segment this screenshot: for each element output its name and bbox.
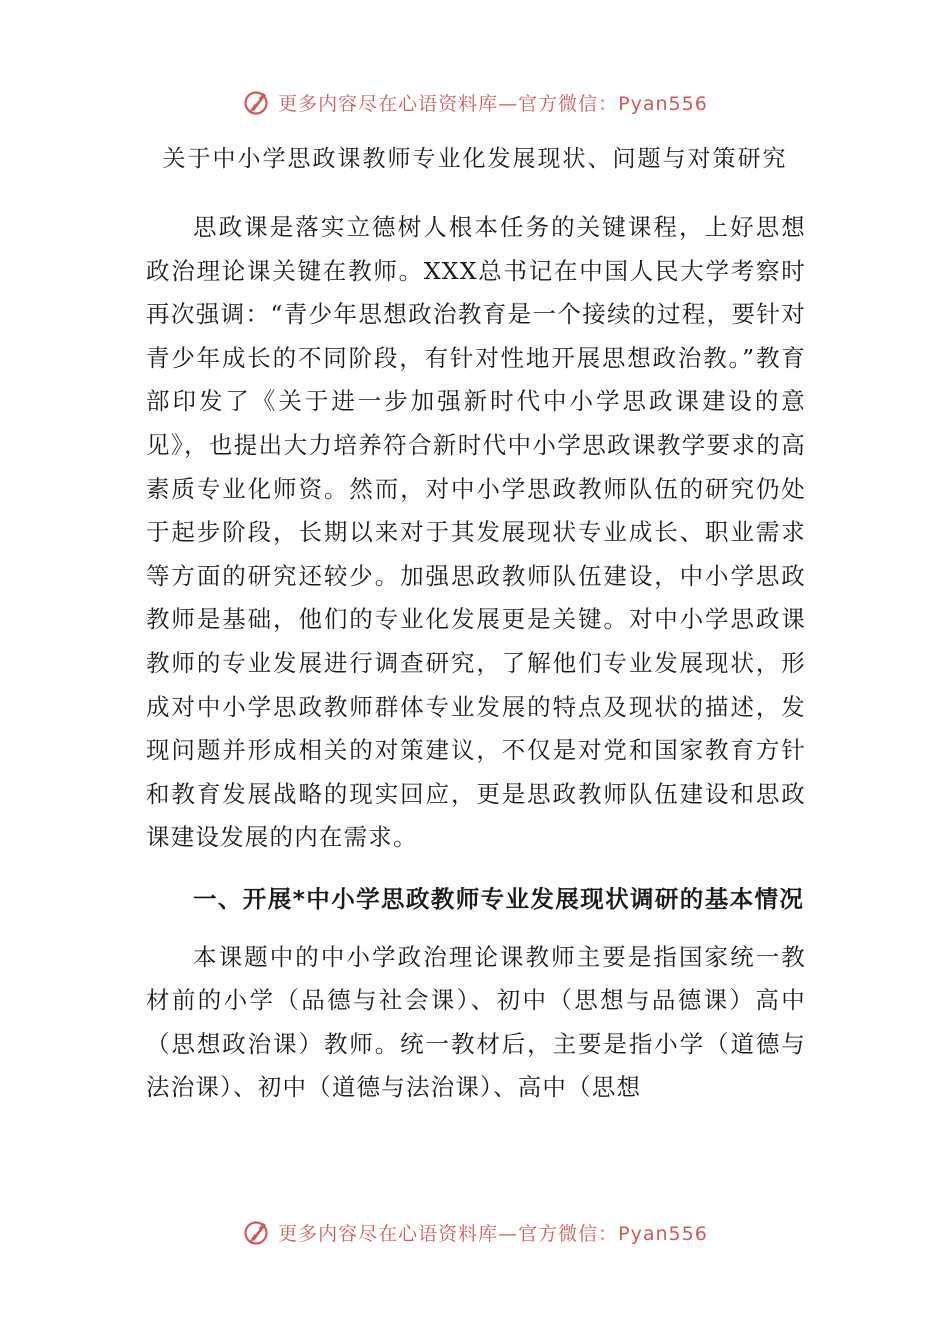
fountain-pen-circle-icon xyxy=(242,1217,272,1247)
document-body xyxy=(146,206,806,1110)
banner-wechat-id: Pyan556 xyxy=(618,1222,708,1245)
fountain-pen-circle-icon xyxy=(242,87,272,117)
footer-banner xyxy=(0,1212,950,1252)
banner-text-cn: 更多内容尽在心语资料库—官方微信： xyxy=(278,92,619,115)
banner-text xyxy=(278,89,708,116)
header-banner xyxy=(0,82,950,122)
banner-text-cn: 更多内容尽在心语资料库—官方微信： xyxy=(278,1222,619,1245)
intro-paragraph: 思政课是落实立德树人根本任务的关键课程，上好思想政治理论课关键在教师。XXX总书记在中国人民大学考察时再次强调：“青少年思想政治教育是一个接续的过程，要针对青少年成长的不同阶段，有针对性地开展思想政治教。”教育部印发了《关于进一步加强新时代中小学思政课建设的意见》，也提出大力培养符合新时代中小学思政课教学要求的高素质专业化师资。然而，对中小学思政教师队伍的研究仍处于起步阶段，长期以来对于其发展现状专业成长、职业需求等方面的研究还较少。加强思政教师队伍建设，中小学思政教师是基础，他们的专业化发展更是关键。对中小学思政课教师的专业发展进行调查研究，了解他们专业发展现状，形成对中小学思政教师群体专业发展的特点及现状的描述，发现问题并形成相关的对策建议，不仅是对党和国家教育方针和教育发展战略的现实回应，更是思政教师队伍建设和思政课建设发展的内在需求。 xyxy=(146,213,806,852)
banner-wechat-id: Pyan556 xyxy=(618,92,708,115)
section-heading-1: 一、开展*中小学思政教师专业发展现状调研的基本情况 xyxy=(193,884,805,913)
section-paragraph-1: 本课题中的中小学政治理论课教师主要是指国家统一教材前的小学（品德与社会课）、初中（思想与品德课）高中（思想政治课）教师。统一教材后，主要是指小学（道德与法治课）、初中（道德与法治课）、高中（思想 xyxy=(146,942,806,1102)
document-title: 关于中小学思政课教师专业化发展现状、问题与对策研究 xyxy=(162,146,788,172)
banner-text xyxy=(278,1219,708,1246)
